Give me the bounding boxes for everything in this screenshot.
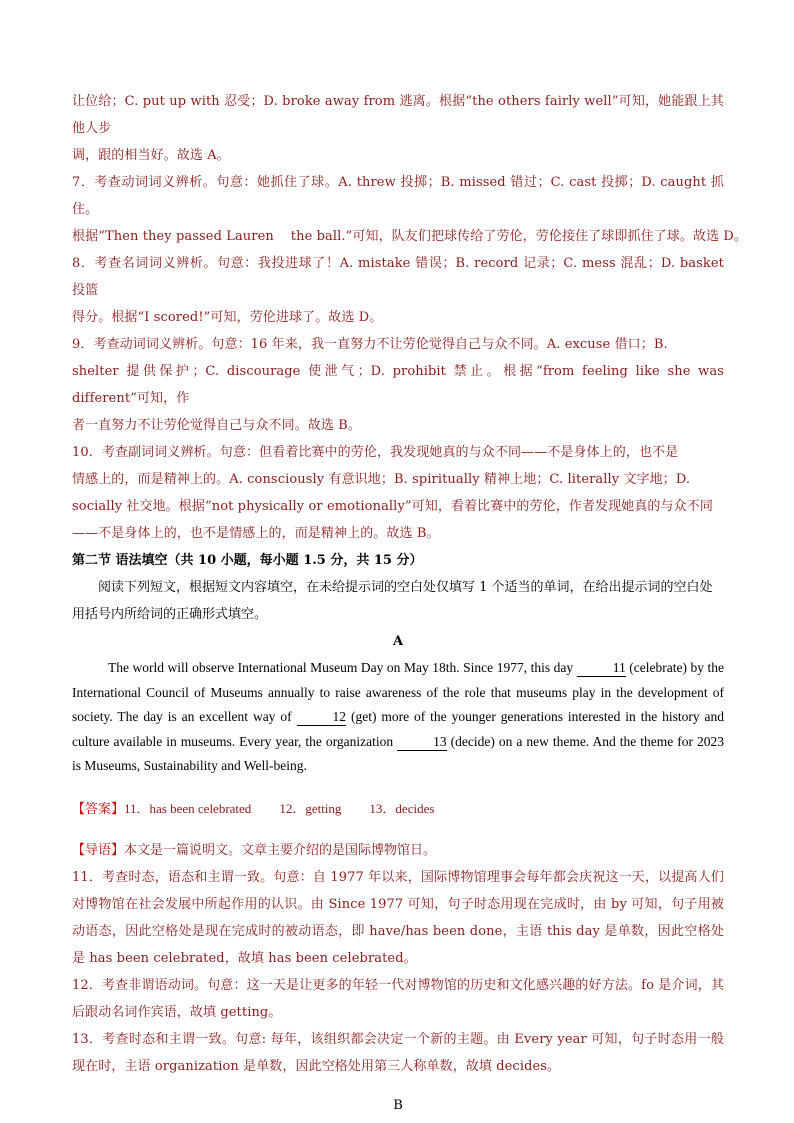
text-line: 7．考查动词词义辨析。句意：她抓住了球。A. threw 投掷；B. missed 错过；C. cast 投掷；D. caught 抓住。 [72, 175, 724, 217]
text-line: shelter 提供保护；C. discourage 使泄气；D. prohibit 禁止。根据“from feeling like she was different”可知，作 [72, 364, 724, 406]
guide-text: 本文是一篇说明文。文章主要介绍的是国际博物馆日。 [124, 842, 437, 858]
passage-text [72, 656, 724, 779]
blank-13: 13 [397, 734, 447, 751]
document-page [72, 88, 748, 1120]
blank-12: 12 [297, 709, 347, 726]
section-heading: 第二节 语法填空（共 10 小题，每小题 1.5 分，共 15 分） [72, 553, 423, 568]
guide-label: 【导语】 [72, 842, 125, 858]
explanation-12: 12．考查非谓语动词。句意：这一天是让更多的年轻一代对博物馆的历史和文化感兴趣的好方法。fo 是介词，其后跟动名词作宾语，故填 getting。 [72, 977, 724, 1020]
text-line: socially 社交地。根据“not physically or emotionally”可知，看着比赛中的劳伦，作者发现她真的与众不同 [72, 499, 713, 514]
explanation-11: 11．考查时态，语态和主谓一致。句意：自 1977 年以来，国际博物馆理事会每年都会庆祝这一天，以提高人们对博物馆在社会发展中所起作用的认识。由 Since 1977 可知，句子时态用现在完成时，由 by 可知，句子用被动语态，因此空格处是现在完成时的被动语态，即 have/has been done，主语 this day 是单数，因此空格处是 has been celebrated，故填 has been celebrated。 [72, 869, 724, 966]
top-explanations [72, 88, 748, 547]
text-line: 情感上的，而是精神上的。A. consciously 有意识地；B. spiritually 精神上地；C. literally 文字地；D. [72, 472, 691, 487]
instruction: 阅读下列短文，根据短文内容填空，在未给提示词的空白处仅填写 1 个适当的单词，在给出提示词的空白处用括号内所给词的正确形式填空。 [72, 580, 713, 622]
text-line: 得分。根据“I scored!”可知，劳伦进球了。故选 D。 [72, 310, 383, 325]
passage-label: A [392, 634, 404, 649]
text-line: 10．考查副词词义辨析。句意：但看着比赛中的劳伦，我发现她真的与众不同——不是身体上的，也不是 [72, 445, 679, 460]
text-line: 根据“Then they passed Lauren the ball.”可知，队友们把球传给了劳伦，劳伦接住了球即抓住了球。故选 D。 [72, 229, 748, 244]
answer-item: 11．has been celebrated [124, 800, 252, 816]
answer-label: 【答案】 [72, 801, 125, 817]
passage-sentence: (celebrate) by the International Council of Museums annually to raise awareness of the role that museums play in the development of society. The day is an excellent way of [72, 660, 725, 724]
guide-line [72, 837, 724, 864]
text-line: 9．考查动词词义辨析。句意：16 年来，我一直努力不让劳伦觉得自己与众不同。A. excuse 借口；B. [72, 337, 668, 352]
passage-sentence: The world will observe International Museum Day on May 18th. Since 1977, this day [108, 660, 574, 675]
answer-item: 12．getting [279, 800, 342, 816]
text-line: 让位给；C. put up with 忍受；D. broke away from 逃离。根据“the others fairly well”可知，她能跟上其他人步 [72, 94, 724, 136]
explanation-13: 13．考查时态和主谓一致。句意: 每年，该组织都会决定一个新的主题。由 Every year 可知，句子时态用一般现在时，主语 organization 是单数，因此空格处用第三人称单数，故填 decides。 [72, 1031, 724, 1074]
next-passage-label: B [393, 1097, 403, 1113]
text-line: 者一直努力不让劳伦觉得自己与众不同。故选 B。 [72, 418, 361, 433]
answer-line [72, 795, 724, 823]
passage-sentence: (decide) on a new theme. And the theme for 2023 is Museums, Sustainability and Well-being. [72, 733, 725, 773]
passage-sentence: (get) more of the younger generations interested in the history and culture available in museums. Every year, the organization [72, 709, 725, 749]
blank-11: 11 [577, 660, 626, 677]
text-line: 8．考查名词词义辨析。句意：我投进球了！A. mistake 错误；B. record 记录；C. mess 混乱；D. basket 投篮 [72, 256, 724, 298]
text-line: 调，跟的相当好。故选 A。 [72, 148, 230, 163]
answer-item: 13．decides [369, 800, 435, 816]
text-line: ——不是身体上的，也不是情感上的，而是精神上的。故选 B。 [72, 526, 440, 541]
